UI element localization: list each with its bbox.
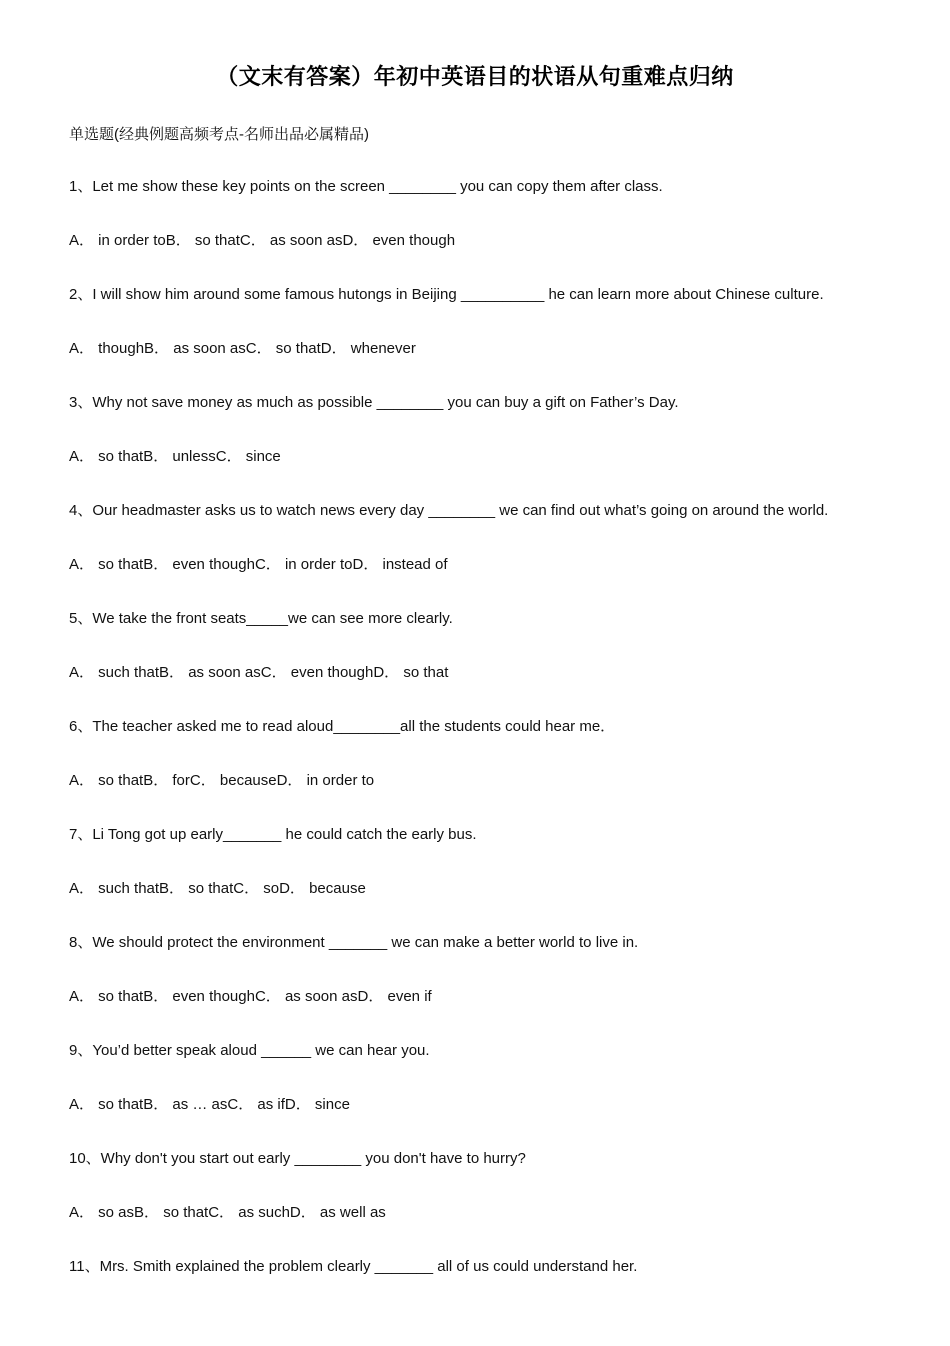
answer-options: A． so thatB． even thoughC． as soon asD． even if	[69, 988, 432, 1005]
answer-options: A． such thatB． so thatC． soD． because	[69, 880, 366, 897]
question-list	[69, 177, 889, 1311]
question-stem: 10、Why don't you start out early ________ you don't have to hurry?	[69, 1150, 526, 1167]
answer-options: A． such thatB． as soon asC． even thoughD． so that	[69, 664, 449, 681]
question-stem: 4、Our headmaster asks us to watch news every day ________ we can find out what’s going on around the world.	[69, 502, 829, 519]
answer-options: A． so asB． so thatC． as suchD． as well as	[69, 1204, 386, 1221]
answer-options: A． so thatB． unlessC． since	[69, 448, 281, 465]
question-stem: 7、Li Tong got up early_______ he could catch the early bus.	[69, 826, 477, 843]
question-stem: 2、I will show him around some famous hutongs in Beijing __________ he can learn more about Chinese culture.	[69, 286, 824, 303]
answer-options: A． so thatB． even thoughC． in order toD． instead of	[69, 556, 448, 573]
document-title: （文末有答案）年初中英语目的状语从句重难点归纳	[216, 64, 734, 89]
answer-options: A． thoughB． as soon asC． so thatD． whenever	[69, 340, 416, 357]
question-stem: 9、You’d better speak aloud ______ we can hear you.	[69, 1042, 430, 1059]
question-stem: 6、The teacher asked me to read aloud________all the students could hear me．	[69, 718, 616, 735]
section-heading: 单选题(经典例题高频考点-名师出品必属精品)	[69, 126, 369, 143]
question-stem: 1、Let me show these key points on the screen ________ you can copy them after class.	[69, 178, 663, 195]
answer-options: A． in order toB． so thatC． as soon asD． even though	[69, 232, 456, 249]
answer-options: A． so thatB． forC． becauseD． in order to	[69, 772, 375, 789]
question-stem: 3、Why not save money as much as possible ________ you can buy a gift on Father’s Day.	[69, 394, 679, 411]
question-stem: 5、We take the front seats_____we can see more clearly.	[69, 610, 453, 627]
question-stem: 8、We should protect the environment _______ we can make a better world to live in.	[69, 934, 639, 951]
answer-options: A． so thatB． as … asC． as ifD． since	[69, 1096, 350, 1113]
question-stem: 11、Mrs. Smith explained the problem clearly _______ all of us could understand her.	[69, 1258, 638, 1275]
